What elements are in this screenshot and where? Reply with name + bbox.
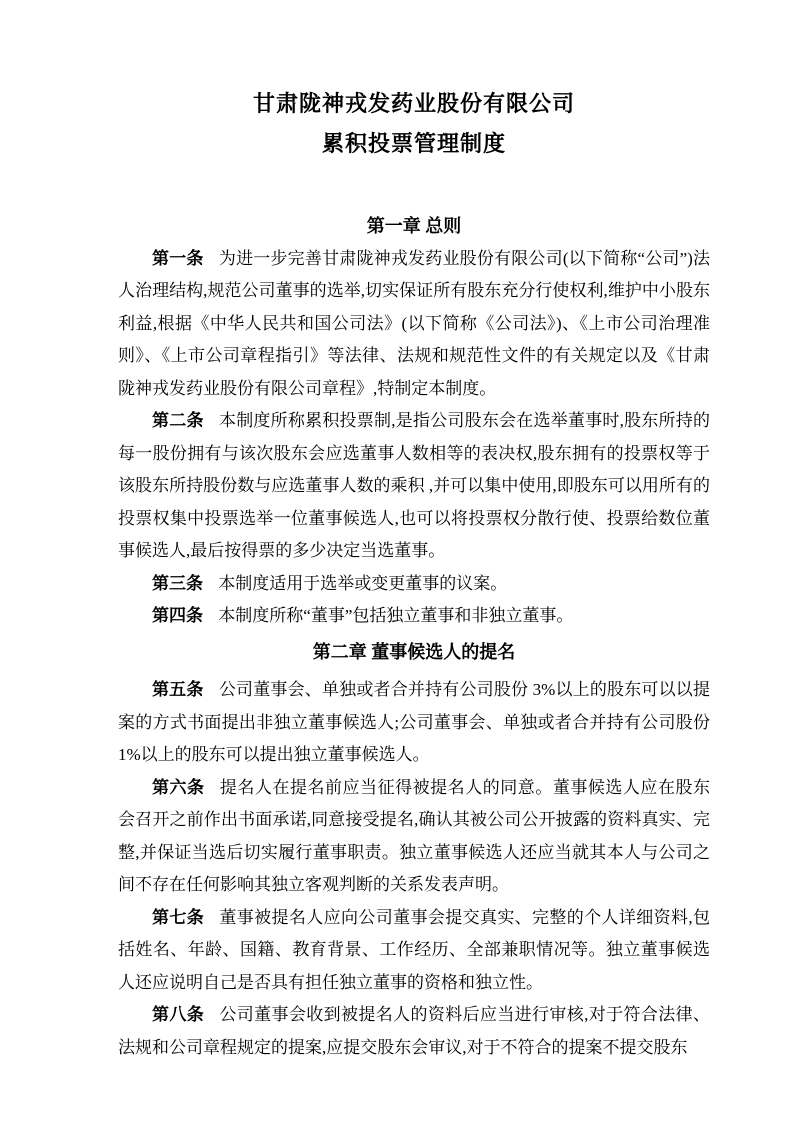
- article-label: 第二条: [152, 411, 204, 430]
- article-paragraph: [118, 674, 710, 772]
- article-label: 第七条: [152, 907, 205, 927]
- article-text: 公司董事会、单独或者合并持有公司股份 3%以上的股东可以以提案的方式书面提出非独立董事候选人;公司董事会、单独或者合并持有公司股份1%以上的股东可以提出独立董事候选人。: [118, 680, 710, 764]
- article-paragraph: [118, 243, 710, 406]
- article-label: 第六条: [152, 777, 205, 797]
- article-text: 本制度所称“董事”包括独立董事和非独立董事。: [218, 606, 574, 625]
- article-paragraph: [118, 405, 710, 568]
- article-paragraph: [118, 999, 710, 1064]
- article-text: 董事被提名人应向公司董事会提交真实、完整的个人详细资料,包括姓名、年龄、国籍、教育背景、工作经历、全部兼职情况等。独立董事候选人还应说明自己是否具有担任独立董事的资格和独立性。: [118, 907, 710, 992]
- article-paragraph: [118, 772, 710, 902]
- article-text: 本制度所称累积投票制,是指公司股东会在选举董事时,股东所持的每一股份拥有与该次股东会应选董事人数相等的表决权,股东拥有的投票权等于该股东所持股份数与应选董事人数的乘积 ,并可以集中使用,即股东可以用所有的投票权集中投票选举一位董事候选人,也可以将投票权分散行使、投票给数位董事候选人,最后按得票的多少决定当选董事。: [118, 411, 711, 560]
- article-text: 公司董事会收到被提名人的资料后应当进行审核,对于符合法律、法规和公司章程规定的提案,应提交股东会审议,对于不符合的提案不提交股东: [118, 1005, 710, 1057]
- article-label: 第五条: [152, 680, 204, 699]
- chapter-director-nomination: [118, 636, 710, 1065]
- article-label: 第八条: [152, 1005, 205, 1024]
- chapter-heading: 第二章 董事候选人的提名: [312, 641, 516, 662]
- article-label: 第一条: [152, 248, 204, 268]
- chapter-general-provisions: [118, 210, 710, 633]
- article-label: 第三条: [152, 573, 203, 593]
- article-paragraph: [118, 600, 710, 633]
- article-label: 第四条: [152, 606, 203, 625]
- article-text: 提名人在提名前应当征得被提名人的同意。董事候选人应在股东会召开之前作出书面承诺,同意接受提名,确认其被公司公开披露的资料真实、完整,并保证当选后切实履行董事职责。独立董事候选人还应当就其本人与公司之间不存在任何影响其独立客观判断的关系发表声明。: [118, 777, 711, 894]
- article-paragraph: [118, 902, 710, 1000]
- document-title: 甘肃陇神戎发药业股份有限公司: [252, 91, 575, 116]
- chapter-heading: 第一章 总则: [366, 216, 462, 236]
- document-subtitle: 累积投票管理制度: [321, 131, 506, 156]
- article-paragraph: [118, 568, 710, 601]
- article-text: 为进一步完善甘肃陇神戎发药业股份有限公司(以下简称“公司”)法人治理结构,规范公司董事的选举,切实保证所有股东充分行使权利,维护中小股东利益,根据《中华人民共和国公司法》(以下简称《公司法》)、《上市公司治理准则》、《上市公司章程指引》等法律、法规和规范性文件的有关规定以及《甘肃陇神戎发药业股份有限公司章程》,特制定本制度。: [118, 248, 710, 398]
- article-text: 本制度适用于选举或变更董事的议案。: [218, 573, 508, 593]
